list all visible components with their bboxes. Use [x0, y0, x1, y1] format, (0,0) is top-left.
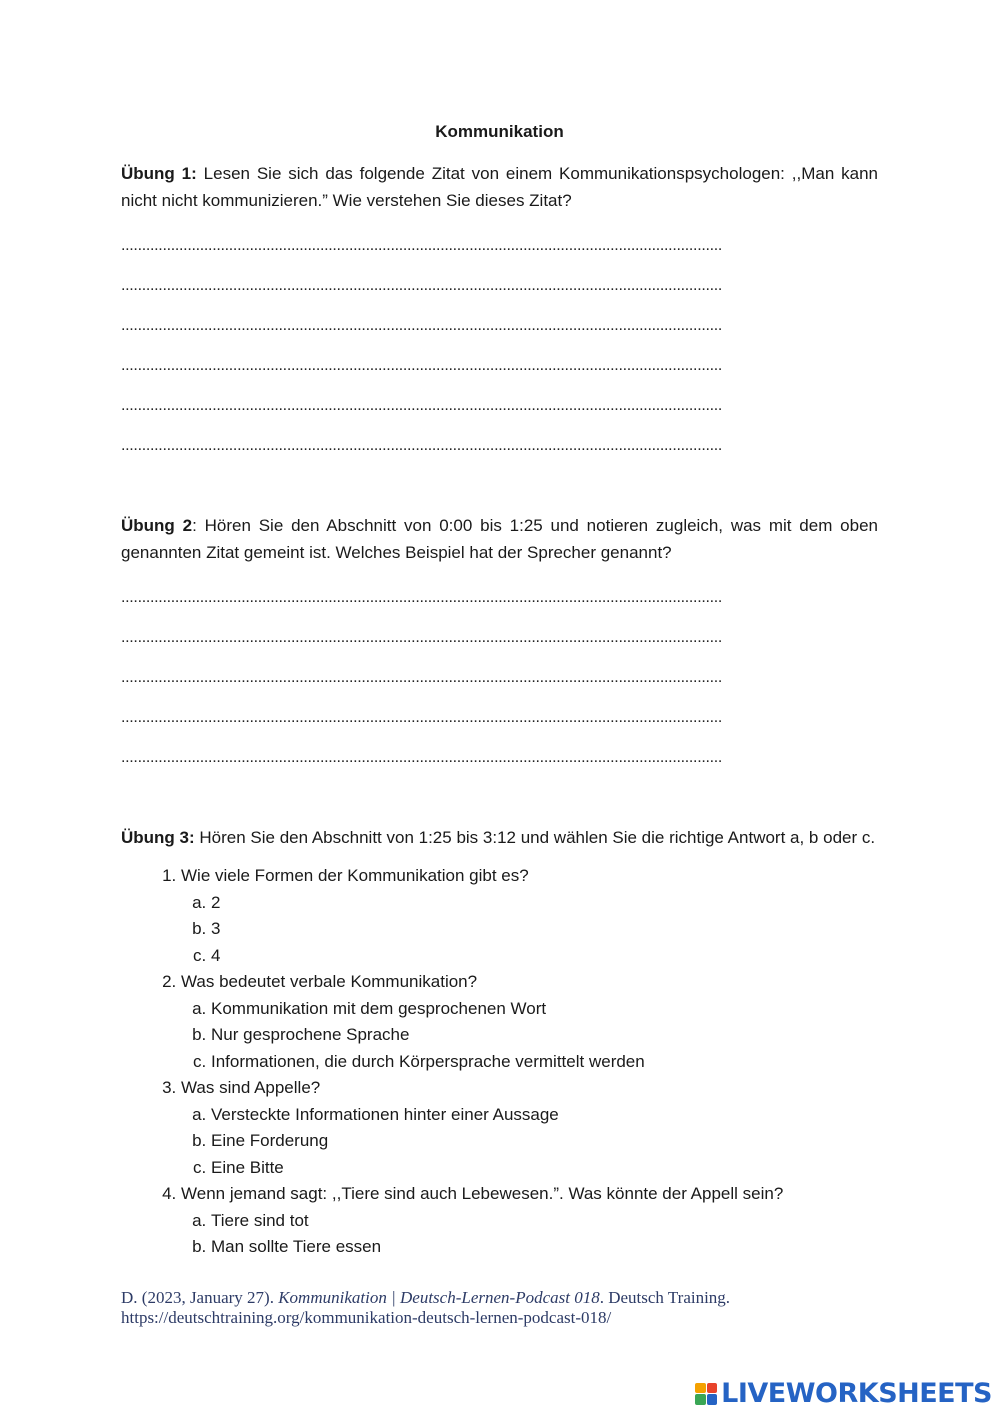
answer-option[interactable]: c. Informationen, die durch Körpersprache vermittelt werden	[211, 1049, 878, 1076]
exercise-2-text: : Hören Sie den Abschnitt von 0:00 bis 1:25 und notieren zugleich, was mit dem oben genannten Zitat gemeint ist. Welches Beispiel hat der Sprecher genannt?	[121, 516, 878, 562]
exercise-1-text: Lesen Sie sich das folgende Zitat von einem Kommunikationspsychologen: ,,Man kann nicht nicht kommunizieren.” Wie verstehen Sie dieses Zitat?	[121, 164, 878, 210]
answer-line[interactable]: .................................................................................................................................................	[121, 317, 723, 334]
question-item	[181, 1075, 878, 1181]
source-citation	[121, 1288, 730, 1328]
answer-option[interactable]: a. Kommunikation mit dem gesprochenen Wort	[211, 996, 878, 1023]
question-item	[181, 969, 878, 1075]
exercise-1-prompt	[121, 160, 878, 214]
logo-square-icon	[707, 1383, 718, 1394]
answer-option[interactable]: b. 3	[211, 916, 878, 943]
citation-title: Kommunikation | Deutsch-Lernen-Podcast 018	[278, 1288, 600, 1307]
logo-square-icon	[695, 1394, 706, 1405]
question-text: Wie viele Formen der Kommunikation gibt es?	[181, 866, 529, 885]
question-item	[181, 1181, 878, 1261]
citation-suffix: . Deutsch Training.	[599, 1288, 731, 1307]
exercise-2-label: Übung 2	[121, 516, 193, 535]
question-item	[181, 863, 878, 969]
citation-prefix: D. (2023, January 27).	[121, 1288, 279, 1307]
exercise-3-label: Übung 3:	[121, 828, 195, 847]
exercise-1-answer-lines	[121, 226, 878, 466]
question-text: Was bedeutet verbale Kommunikation?	[181, 972, 478, 991]
answer-line[interactable]: .................................................................................................................................................	[121, 357, 723, 374]
answer-option[interactable]: a. Tiere sind tot	[211, 1208, 878, 1235]
answer-option[interactable]: a. 2	[211, 890, 878, 917]
page-title: Kommunikation	[435, 122, 564, 141]
answer-line[interactable]: .................................................................................................................................................	[121, 709, 723, 726]
citation-url[interactable]: https://deutschtraining.org/kommunikation-deutsch-lernen-podcast-018/	[121, 1308, 612, 1327]
answer-line[interactable]: .................................................................................................................................................	[121, 397, 723, 414]
answer-line[interactable]: .................................................................................................................................................	[121, 669, 723, 686]
exercise-3-text: Hören Sie den Abschnitt von 1:25 bis 3:12 und wählen Sie die richtige Antwort a, b oder c.	[194, 828, 876, 847]
option-list	[181, 1208, 878, 1261]
worksheet-page	[121, 118, 878, 1261]
answer-line[interactable]: .................................................................................................................................................	[121, 589, 723, 606]
answer-line[interactable]: .................................................................................................................................................	[121, 437, 723, 454]
question-text: Wenn jemand sagt: ,,Tiere sind auch Lebewesen.”. Was könnte der Appell sein?	[181, 1184, 784, 1203]
answer-line[interactable]: .................................................................................................................................................	[121, 277, 723, 294]
question-text: Was sind Appelle?	[181, 1078, 321, 1097]
exercise-3-prompt	[121, 824, 878, 851]
answer-option[interactable]: c. 4	[211, 943, 878, 970]
answer-option[interactable]: c. Eine Bitte	[211, 1155, 878, 1182]
answer-option[interactable]: b. Nur gesprochene Sprache	[211, 1022, 878, 1049]
answer-line[interactable]: .................................................................................................................................................	[121, 237, 723, 254]
logo-text: LIVEWORKSHEETS	[721, 1378, 992, 1409]
answer-line[interactable]: .................................................................................................................................................	[121, 749, 723, 766]
exercise-1-label: Übung 1:	[121, 164, 197, 183]
citation-line	[121, 1288, 730, 1308]
answer-line[interactable]: .................................................................................................................................................	[121, 629, 723, 646]
liveworksheets-logo	[695, 1378, 992, 1409]
option-list	[181, 996, 878, 1076]
option-list	[181, 890, 878, 970]
exercise-2-answer-lines	[121, 578, 878, 778]
question-list	[121, 863, 878, 1261]
answer-option[interactable]: b. Eine Forderung	[211, 1128, 878, 1155]
logo-square-icon	[707, 1394, 718, 1405]
option-list	[181, 1102, 878, 1182]
answer-option[interactable]: a. Versteckte Informationen hinter einer Aussage	[211, 1102, 878, 1129]
logo-mark-icon	[695, 1383, 717, 1405]
answer-option[interactable]: b. Man sollte Tiere essen	[211, 1234, 878, 1261]
exercise-2-prompt	[121, 512, 878, 566]
logo-square-icon	[695, 1383, 706, 1394]
